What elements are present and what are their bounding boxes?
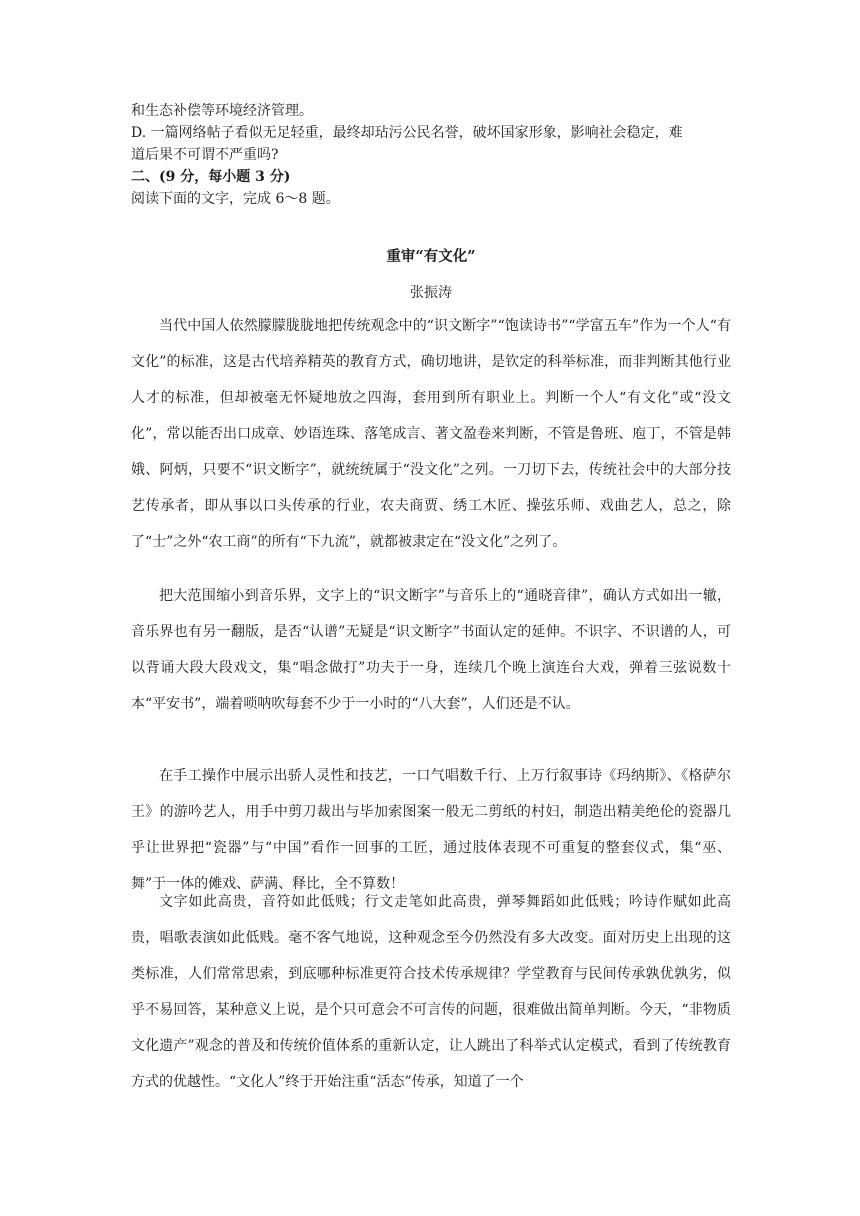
option-d-line-1: D. 一篇网络帖子看似无足轻重，最终却玷污公民名誉，破坏国家形象，影响社会稳定，难	[131, 125, 683, 141]
option-d-line-2: 道后果不可谓不严重吗?	[131, 147, 279, 163]
article-paragraph-3: 在手工操作中展示出骄人灵性和技艺，一口气唱数千行、上万行叙事诗《玛纳斯》、《格萨尔王》的游吟艺人，用手中剪刀裁出与毕加索图案一般无二剪纸的村妇，制造出精美绝伦的瓷器几乎让世界把“瓷器”与“中国”看作一回事的工匠，通过肢体表现不可重复的整套仪式，集“巫、舞”于一体的傩戏、萨满、释比，全不算数！	[131, 768, 731, 892]
reading-instruction: 阅读下面的文字，完成 6～8 题。	[131, 191, 340, 207]
continued-text-line: 和生态补偿等环境经济管理。	[131, 103, 313, 119]
article-author: 张振涛	[410, 285, 452, 301]
article-paragraph-1: 当代中国人依然朦朦胧胧地把传统观念中的“识文断字”“饱读诗书”“学富五车”作为一个人“有文化”的标准，这是古代培养精英的教育方式，确切地讲，是钦定的科举标准，而非判断其他行业人才的标准，但却被毫无怀疑地放之四海，套用到所有职业上。判断一个人“有文化”或“没文化”，常以能否出口成章、妙语连珠、落笔成言、著文盈卷来判断，不管是鲁班、庖丁，不管是韩娥、阿炳，只要不“识文断字”，就统统属于“没文化”之列。一刀切下去，传统社会中的大部分技艺传承者，即从事以口头传承的行业，农夫商贾、绣工木匠、操弦乐师、戏曲艺人，总之，除了“士”之外“农工商”的所有“下九流”，就都被隶定在“没文化”之列了。	[131, 318, 731, 550]
article-paragraph-4: 文字如此高贵，音符如此低贱；行文走笔如此高贵，弹琴舞蹈如此低贱；吟诗作赋如此高贵，唱歌表演如此低贱。毫不客气地说，这种观念至今仍然没有多大改变。面对历史上出现的这类标准，人们常常思索，到底哪种标准更符合技术传承规律？学堂教育与民间传承孰优孰劣，似乎不易回答，某种意义上说，是个只可意会不可言传的问题，很难做出简单判断。今天，“非物质文化遗产”观念的普及和传统价值体系的重新认定，让人跳出了科举式认定模式，看到了传统教育方式的优越性。“文化人”终于开始注重“活态”传承，知道了一个	[131, 894, 731, 1090]
section-heading: 二、(9 分，每小题 3 分)	[131, 169, 291, 185]
article-paragraph-2: 把大范围缩小到音乐界，文字上的“识文断字”与音乐上的“通晓音律”，确认方式如出一辙，音乐界也有另一翻版，是否“认谱”无疑是“识文断字”书面认定的延伸。不识字、不识谱的人，可以背诵大段大段戏文，集“唱念做打”功夫于一身，连续几个晚上演连台大戏，弹着三弦说数十本“平安书”，端着唢呐吹每套不少于一小时的“八大套”，人们还是不认。	[131, 588, 731, 712]
article-title: 重审“有文化”	[386, 248, 476, 265]
